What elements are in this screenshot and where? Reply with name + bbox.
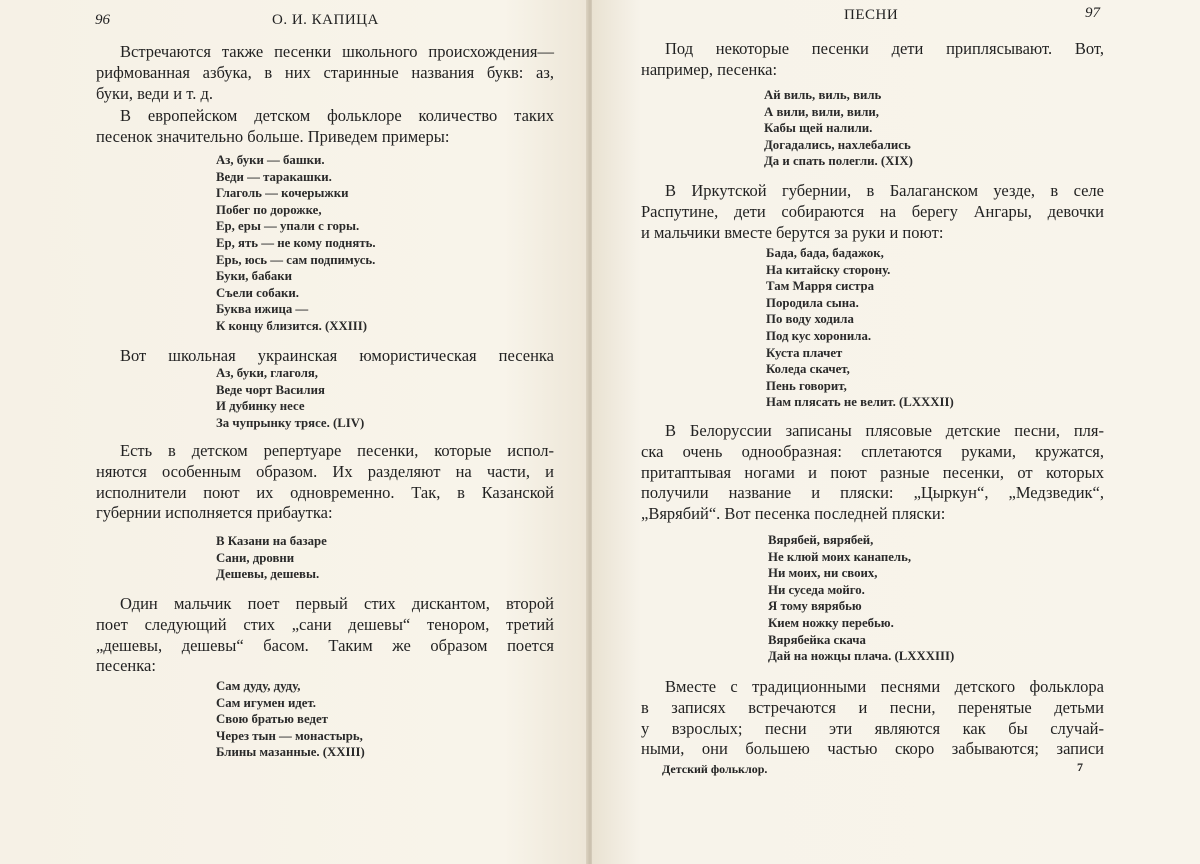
text-line: притаптывая ногами и поют разные песенки, от которых	[641, 462, 1104, 482]
poem-line: Свою братью ведет	[216, 712, 328, 727]
page-number: 97	[1085, 5, 1100, 21]
poem-line: Ерь, юсь — сам подпимусь.	[216, 252, 376, 267]
poem-line: Сам дуду, дуду,	[216, 679, 301, 693]
paragraph	[96, 594, 554, 677]
text-line: поет следующий стих „сани дешевы“ тенором, третий	[96, 614, 554, 634]
text-line: у взрослых; песни эти являются как бы случай-	[641, 718, 1104, 738]
text-line: ска очень однообразная: сплетаются руками, кружатся,	[641, 441, 1104, 461]
text-line: получили название и пляски: „Цыркун“, „Медзведик“,	[641, 483, 1104, 503]
text-line: ными, они большею частью скоро забываются; записи	[641, 739, 1104, 759]
poem-line: Дешевы, дешевы.	[216, 567, 320, 582]
poem-line: Коледа скачет,	[766, 362, 850, 377]
poem-line: Сам игумен идет.	[216, 695, 316, 710]
poem-line: Ер, еры — упали с горы.	[216, 219, 360, 234]
poem-line: За чупрынку трясе. (LIV)	[216, 415, 365, 430]
running-header: ПЕСНИ	[844, 7, 899, 23]
paragraph	[96, 42, 554, 104]
text-line: губернии исполняется прибаутка:	[96, 503, 333, 523]
poem-line: Буки, бабаки	[216, 269, 293, 284]
text-line: исполнители поют их одновременно. Так, в Казанской	[96, 482, 554, 502]
poem-line: По воду ходила	[766, 312, 854, 327]
text-line: Под некоторые песенки дети приплясывают. Вот,	[665, 39, 1104, 58]
signature-mark: 7	[1077, 760, 1083, 774]
paragraph	[641, 39, 1104, 81]
poem-line: Да и спать полегли. (XIX)	[764, 154, 913, 169]
poem-line: Вярябейка скача	[768, 632, 866, 647]
poem-line: На китайску сторону.	[766, 262, 891, 277]
paragraph	[96, 441, 554, 524]
text-line: „дешевы, дешевы“ басом. Таким же образом поется	[96, 635, 554, 655]
poem-line: Ни моих, ни своих,	[768, 566, 878, 581]
text-line: Один мальчик поет первый стих дискантом, второй	[120, 594, 554, 613]
poem-line: Через тын — монастырь,	[216, 728, 363, 743]
poem	[216, 365, 364, 431]
poem-line: Ни суседа мойго.	[768, 582, 865, 597]
paragraph	[641, 421, 1104, 525]
poem-line: Дай на ножцы плача. (LXXXIII)	[768, 649, 955, 664]
poem	[216, 678, 365, 761]
poem-line: Веди — таракашки.	[216, 169, 332, 184]
poem-line: Кабы щей налили.	[764, 121, 873, 136]
poem-line: Пень говорит,	[766, 378, 847, 393]
poem-line: Ер, ять — не кому поднять.	[216, 235, 376, 250]
right-page	[592, 0, 1200, 864]
poem-line: Там Марря систра	[766, 279, 875, 294]
paragraph	[96, 106, 554, 148]
poem-line: Блины мазанные. (XXIII)	[216, 745, 365, 760]
footer-title: Детский фольклор.	[662, 762, 768, 776]
poem-line: Догадались, нахлебались	[764, 137, 911, 152]
text-line: В Иркутской губернии, в Балаганском уезде, в селе	[665, 181, 1104, 200]
text-line: Встречаются также песенки школьного происхождения—	[120, 42, 554, 61]
text-line: например, песенка:	[641, 59, 778, 79]
poem-line: Я тому вярябью	[768, 599, 862, 614]
text-line: В Белоруссии записаны плясовые детские песни, пля-	[665, 421, 1104, 440]
poem-line: К концу близится. (XXIII)	[216, 318, 367, 333]
page-number: 96	[95, 12, 110, 28]
text-line: и мальчики вместе берутся за руки и поют:	[641, 222, 944, 242]
poem-line: В Казани на базаре	[216, 534, 327, 548]
poem-line: Аз, буки, глаголя,	[216, 366, 318, 380]
poem-line: И дубинку несе	[216, 399, 305, 414]
poem-line: Кием ножку перебью.	[768, 615, 894, 630]
poem-line: Под кус хоронила.	[766, 328, 872, 343]
paragraph	[641, 181, 1104, 243]
poem-line: Сани, дровни	[216, 550, 295, 565]
poem-line: Побег по дорожке,	[216, 202, 322, 217]
text-line: Вместе с традиционными песнями детского фольклора	[665, 677, 1104, 696]
text-line: Распутине, дети собираются на берегу Ангары, девочки	[641, 201, 1104, 221]
text-line: буки, веди и т. д.	[96, 83, 213, 103]
poem-line: Аз, буки — башки.	[216, 153, 325, 167]
poem-line: Нам плясать не велит. (LXXXII)	[766, 395, 954, 410]
text-line: „Вярябий“. Вот песенка последней пляски:	[641, 504, 946, 524]
left-page	[0, 0, 592, 864]
poem-line: Породила сына.	[766, 295, 859, 310]
poem	[764, 87, 913, 170]
poem-line: Не клюй моих канапель,	[768, 549, 912, 564]
text-line: песенка:	[96, 656, 156, 676]
poem-line: Куста плачет	[766, 345, 843, 360]
poem-line: Бада, бада, бадажок,	[766, 246, 884, 260]
poem-line: Глаголь — кочерыжки	[216, 186, 349, 201]
text-line: в записях встречаются и песни, перенятые детьми	[641, 697, 1104, 717]
poem-line: Вярябей, вярябей,	[768, 533, 874, 547]
poem	[766, 245, 954, 411]
poem-line: Буква ижица —	[216, 302, 309, 317]
poem	[216, 533, 327, 583]
text-line: Вот школьная украинская юмористическая песенка	[120, 346, 554, 365]
text-line: няются особенным образом. Их разделяют на части, и	[96, 461, 554, 481]
paragraph	[96, 346, 554, 367]
poem	[216, 152, 376, 335]
poem	[768, 532, 954, 665]
text-line: рифмованная азбука, в них старинные названия букв: аз,	[96, 62, 554, 82]
running-header: О. И. КАПИЦА	[272, 12, 379, 28]
poem-line: Веде чорт Василия	[216, 382, 325, 397]
poem-line: Ай виль, виль, виль	[764, 88, 882, 102]
text-line: В европейском детском фольклоре количество таких	[120, 106, 554, 125]
poem-line: А вили, вили, вили,	[764, 104, 879, 119]
text-line: Есть в детском репертуаре песенки, которые испол-	[120, 441, 554, 460]
paragraph	[641, 677, 1104, 760]
poem-line: Съели собаки.	[216, 285, 299, 300]
text-line: песенок значительно больше. Приведем примеры:	[96, 126, 450, 146]
